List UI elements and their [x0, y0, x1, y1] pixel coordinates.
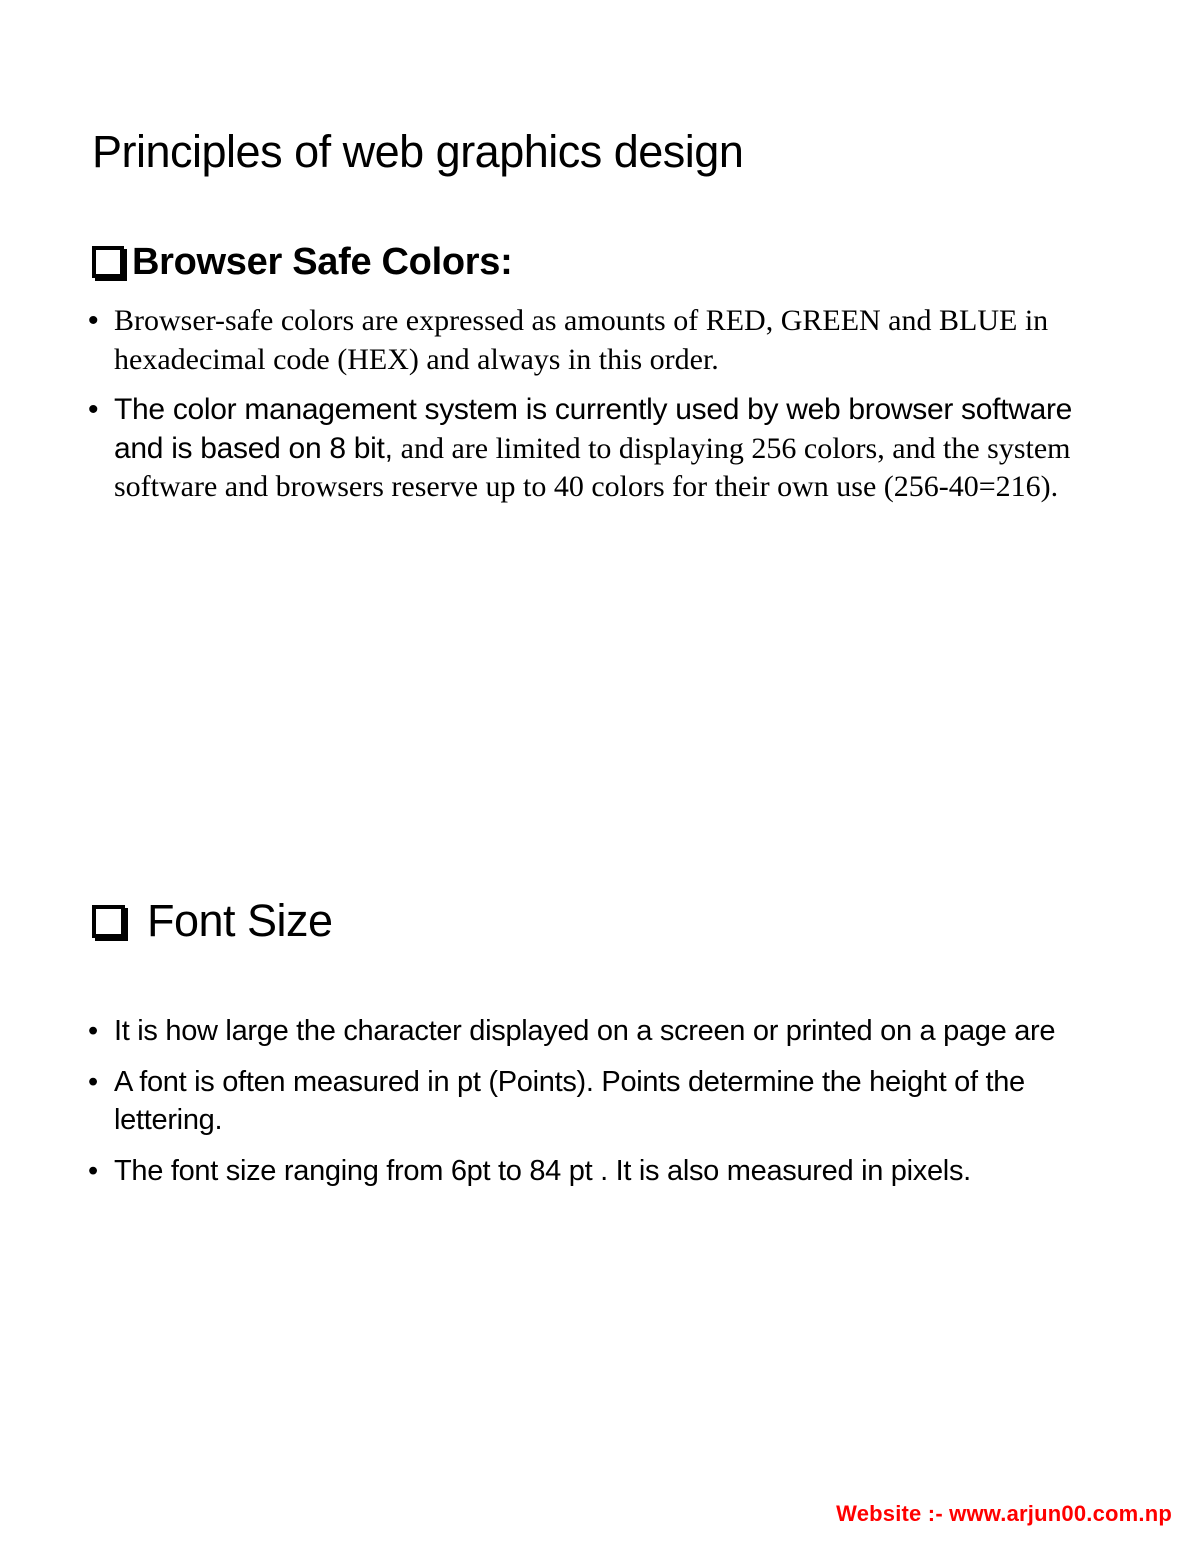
section-heading-text: Browser Safe Colors:	[132, 241, 513, 283]
list-item	[88, 391, 1128, 507]
bullet-text: The font size ranging from 6pt to 84 pt . It is also measured in pixels.	[114, 1154, 971, 1187]
page-title: Principles of web graphics design	[92, 126, 744, 177]
list-item	[88, 1012, 1128, 1051]
bullet-text-part: and are limited to displaying 256 colors, and the system software and browsers reserve up to 40 colors for their own use (256-40=216).	[114, 431, 1071, 503]
list-item	[88, 1152, 1128, 1191]
browser-safe-colors-list	[88, 302, 1128, 507]
font-size-list	[88, 1012, 1128, 1190]
bullet-icon: •	[88, 1065, 99, 1098]
list-item	[88, 1063, 1128, 1140]
checkbox-icon	[92, 905, 125, 938]
section-heading-text: Font Size	[147, 895, 333, 946]
bullet-text: It is how large the character displayed on a screen or printed on a page are	[114, 1015, 1056, 1047]
section-heading-browser-safe-colors	[92, 233, 512, 291]
footer-website-link[interactable]: Website :- www.arjun00.com.np	[836, 1501, 1172, 1526]
section-heading-font-size	[92, 890, 333, 952]
list-item	[88, 302, 1128, 379]
bullet-text: A font is often measured in pt (Points). Points determine the height of the lettering.	[114, 1065, 1025, 1136]
bullet-icon: •	[88, 1015, 99, 1047]
bullet-text: Browser-safe colors are expressed as amounts of RED, GREEN and BLUE in hexadecimal code (HEX) and always in this order.	[114, 304, 1049, 376]
bullet-icon: •	[88, 393, 99, 426]
bullet-icon: •	[88, 1154, 99, 1187]
bullet-text-part: The color management system is currently used by web browser software and is based on 8 bit,	[114, 393, 1073, 465]
bullet-icon: •	[88, 304, 99, 337]
checkbox-icon	[92, 246, 124, 278]
